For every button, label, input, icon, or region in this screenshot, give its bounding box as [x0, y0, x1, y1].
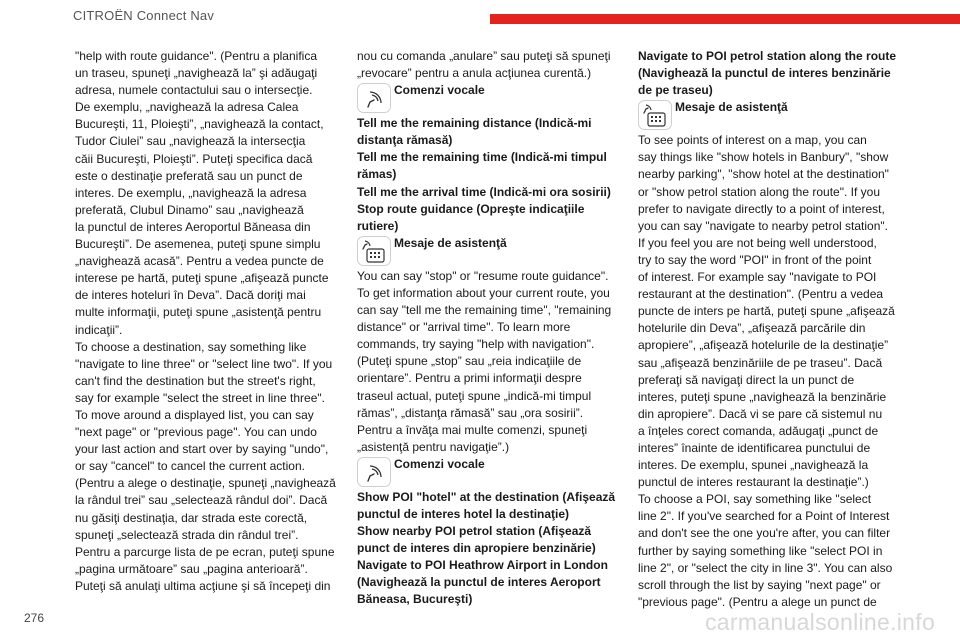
header-accent-bar — [490, 14, 960, 24]
help-messages-label: Mesaje de asistenţă — [675, 100, 788, 115]
voice-commands-heading-2 — [357, 457, 619, 487]
voice-help-icon — [357, 236, 391, 266]
header-title: CITROËN Connect Nav — [73, 8, 215, 23]
help-messages-heading — [638, 100, 900, 130]
voice-help-icon — [638, 100, 672, 130]
help-messages-text: To see points of interest on a map, you can say things like "show hotels in Banbury", "show nearby parking", "show hotel at the destination" or "show petrol station along the route". If you prefer to navigate directly to a point of interest, you can say "navigate to nearby petrol station". If you feel you are not being well understood, try to say the word "POI" in front of the point of interest. For example say "navigate to POI restaurant at the destination". (Pentru a vedea puncte de inters pe hartă, puteţi spune „afişează hotelurile din Deva”, „afişează parcările din apropiere”, „afişează hotelurile de la destinaţie” sau „afişează benzinăriile de pe traseu”. Dacă preferaţi să navigaţi direct la un punct de interes, puteţi spune „navighează la benzinărie din apropiere”. Dacă vi se pare că sistemul nu a înţeles corect comanda, adăugaţi „punct de interes” înainte de identificarea punctului de interes. De exemplu, spunei „navighează la punctul de interes restaurant la destinaţie”.) To choose a POI, say something like "select line 2". If you've searched for a Point of Interest and don't see the one you're after, you can filter further by saying something like "select POI in line 2", or "select the city in line 3". You can also scroll through the list by saying "next page" or "previous page". (Pentru a alege un punct de — [638, 133, 895, 609]
voice-command-icon — [357, 83, 391, 113]
voice-commands-list-1: Tell me the remaining distance (Indică-mi distanţa rămasă) Tell me the remaining time (Indică-mi timpul rămas) Tell me the arrival time (Indică-mi ora sosirii) Stop route guidance (Opreşte indicaţiile rutiere) — [357, 116, 611, 233]
help-messages-heading — [357, 236, 619, 266]
column-2 — [357, 48, 619, 609]
help-messages-text: You can say "stop" or "resume route guidance". To get information about your current route, you can say "tell me the remaining time", "remaining distance" or "arrival time". To learn more commands, try saying "help with navigation". (Puteţi spune „stop” sau „reia indicaţiile de orientare”. Pentru a primi informaţii despre traseul actual, puteţi spune „indică-mi timpul rămas”, „distanţa rămasă” sau „ora sosirii”. Pentru a învăţa mai multe comenzi, spuneţi „asistenţă pentru navigaţie”.) — [357, 268, 612, 454]
voice-command-poi-route: Navigate to POI petrol station along the route (Navighează la punctul de interes benzinărie de pe traseu) — [638, 49, 897, 98]
watermark: carmanualsonline.info — [705, 609, 936, 635]
column-1 — [75, 48, 337, 595]
page-number: 276 — [24, 611, 45, 625]
voice-commands-heading-1 — [357, 83, 619, 113]
col1-text: "help with route guidance". (Pentru a planifica un traseu, spuneţi „navighează la” şi adăugaţi adresa, numele contactului sau o intersecţie. De exemplu, „navighează la adresa Calea Bucureşti, 11, Ploieşti”, „navighează la contact, Tudor Ciulei” sau „navighează la intersecţia căii Bucureşti, Ploieşti”. Puteţi specifica dacă este o destinaţie preferată sau un punct de interes. De exemplu, „navighează la adresa preferată, Clubul Dinamo” sau „navighează la punctul de interes Aeroportul Băneasa din Bucureşti”. De asemenea, puteţi spune simplu „navighează acasă”. Pentru a vedea puncte de interese pe hartă, puteţi spune „afişează puncte de interes hoteluri în Deva”. Dacă doriţi mai multe informaţii, puteţi spune „asistenţă pentru indicaţii”. To choose a destination, say something like "navigate to line three" or "select line two". If you can't find the destination but the street's right, say for example "select the street in line three". To move around a displayed list, you can say "next page" or "previous page". You can undo your last action and start over by saying "undo", or say "cancel" to cancel the current action. (Pentru a alege o destinaţie, spuneţi „navighează la rândul trei” sau „selectează rândul doi”. Dacă nu găsiţi destinaţia, dar strada este corectă, spuneţi „selectează strada din rândul trei”. Pentru a parcurge lista de pe ecran, puteţi spune „pagina următoare” sau „pagina anterioară”. Puteţi să anulaţi ultima acţiune şi să începeţi din — [75, 49, 336, 593]
voice-commands-label: Comenzi vocale — [394, 456, 485, 471]
voice-commands-list-2: Show POI "hotel" at the destination (Afişează punctul de interes hotel la destinaţie) Show nearby POI petrol station (Afişează punct de interes din apropiere benzinărie) Navigate to POI Heathrow Airport in London (Navighează la punctul de interes Aeroport Băneasa, Bucureşti) — [357, 489, 616, 607]
column-3 — [638, 48, 900, 611]
voice-commands-label: Comenzi vocale — [394, 83, 485, 98]
col2-intro: nou cu comanda „anulare” sau puteţi să spuneţi „revocare” pentru a anula acţiunea curentă.) — [357, 49, 611, 81]
voice-command-icon — [357, 457, 391, 487]
help-messages-label: Mesaje de asistenţă — [394, 235, 507, 250]
